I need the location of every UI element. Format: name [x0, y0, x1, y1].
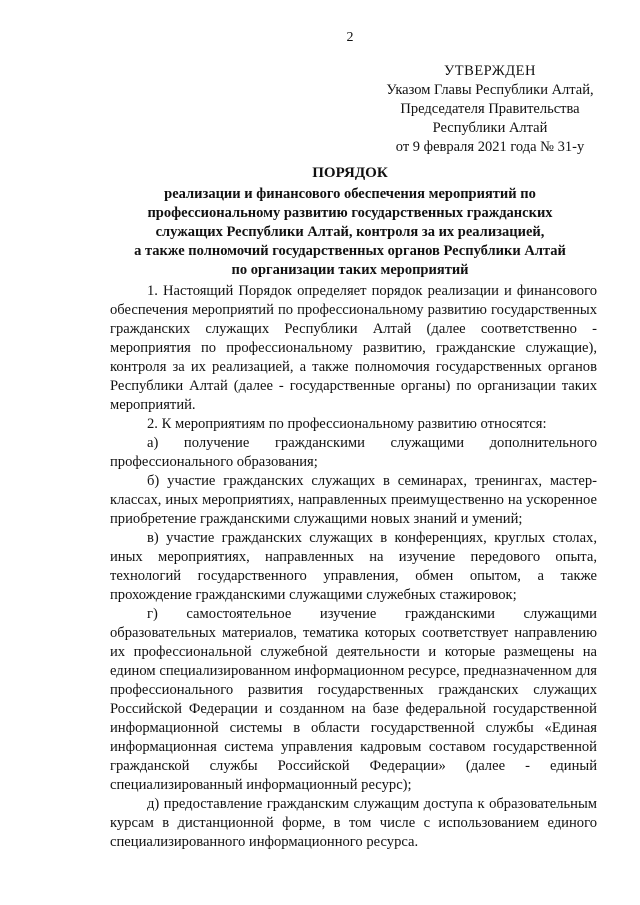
list-item-v: в) участие гражданских служащих в конференциях, круглых столах, иных мероприятиях, направленных на изучение передового опыта, технологий государственного управления, обмен опытом, а также прохождение гражданскими служащими служебных стажировок;	[110, 530, 597, 603]
approval-stamp-block	[360, 62, 620, 157]
list-item-g: г) самостоятельное изучение гражданскими служащими образовательных материалов, тематика которых соответствует направлению их профессиональной служебной деятельности и которые размещены на едином специализированном информационном ресурсе, предназначенном для профессионального развития государственных гражданских служащих Российской Федерации и созданном на базе федеральной государственной информационной системы в области государственной службы «Единая информационная система управления кадровым составом государственной гражданской службы Российской Федерации» (далее - единый специализированный информационный ресурс);	[110, 606, 597, 793]
page-number: 2	[346, 30, 354, 45]
approval-heading: УТВЕРЖДЕН	[444, 63, 536, 79]
document-subtitle-line: профессиональному развитию государственных гражданских	[147, 205, 553, 221]
approval-line-decree: Указом Главы Республики Алтай,	[386, 82, 594, 98]
list-item-d: д) предоставление гражданским служащим доступа к образовательным курсам в дистанционной форме, в том числе с использованием единого специализированного информационного ресурса.	[110, 796, 597, 850]
document-subtitle-line: по организации таких мероприятий	[231, 262, 469, 278]
document-body	[110, 282, 597, 852]
approval-line-date: от 9 февраля 2021 года № 31-у	[395, 139, 585, 155]
document-subtitle-line: служащих Республики Алтай, контроля за их реализацией,	[155, 224, 545, 240]
approval-line-republic: Республики Алтай	[432, 120, 548, 136]
document-title: ПОРЯДОК	[312, 165, 388, 181]
document-subtitle-line: а также полномочий государственных органов Республики Алтай	[134, 243, 566, 259]
document-title-block	[110, 164, 590, 280]
paragraph-2: 2. К мероприятиям по профессиональному развитию относятся:	[147, 416, 547, 432]
approval-line-position: Председателя Правительства	[400, 101, 580, 117]
paragraph-1: 1. Настоящий Порядок определяет порядок реализации и финансового обеспечения мероприятий по профессиональному развитию государственных гражданских служащих Республики Алтай (далее соответственно - мероприятия по профессиональному развитию, гражданские служащие), контроля за их реализацией, а также полномочия государственных органов Республики Алтай (далее - государственные органы) по организации таких мероприятий.	[110, 283, 597, 413]
list-item-b: б) участие гражданских служащих в семинарах, тренингах, мастер-классах, иных мероприятиях, направленных преимущественно на ускоренное приобретение гражданскими служащими новых знаний и умений;	[110, 473, 597, 527]
document-subtitle-line: реализации и финансового обеспечения мероприятий по	[164, 186, 536, 202]
list-item-a: а) получение гражданскими служащими дополнительного профессионального образования;	[110, 435, 597, 470]
